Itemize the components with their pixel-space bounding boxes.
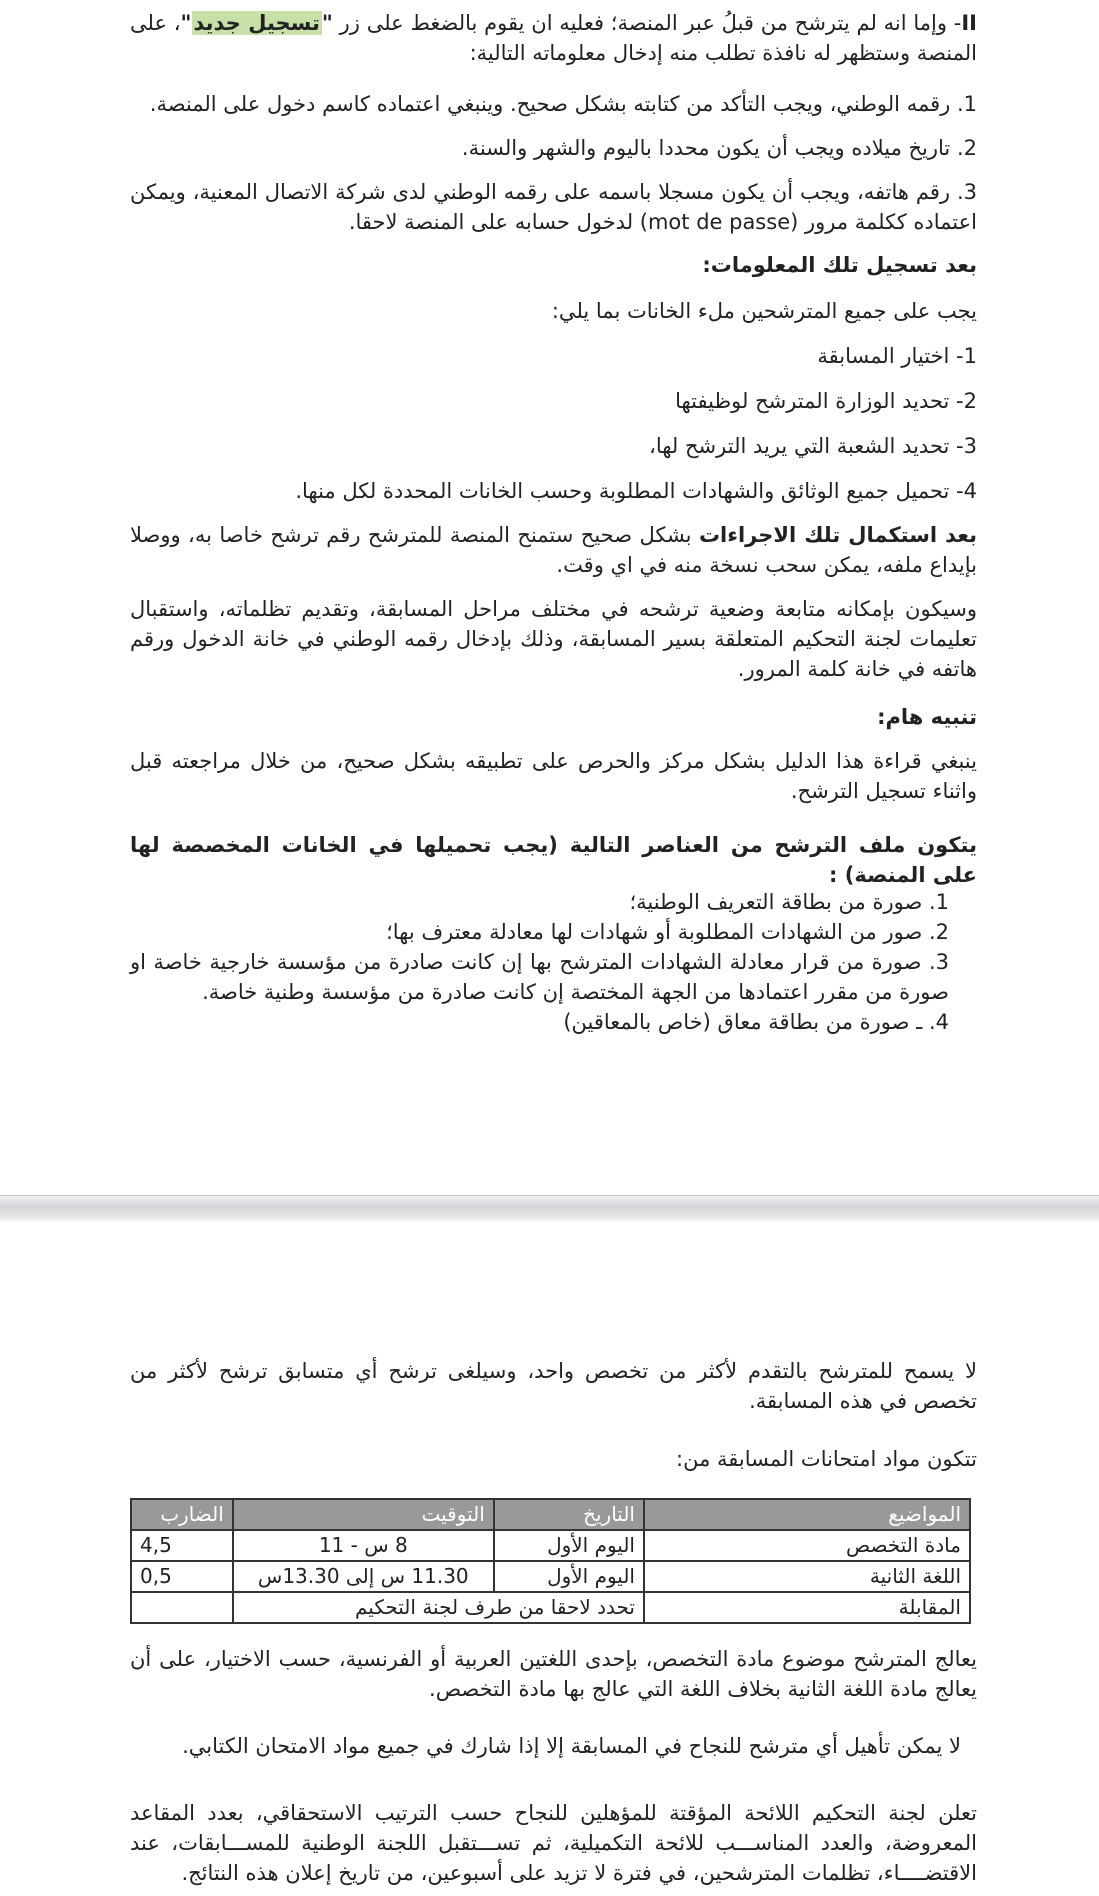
quote-open: " bbox=[321, 11, 333, 35]
fill-item-2: 2- تحديد الوزارة المترشح لوظيفتها bbox=[675, 389, 977, 413]
table-row bbox=[131, 1561, 970, 1592]
section-marker: II bbox=[961, 11, 977, 35]
step-3-tail: لدخول حسابه على المنصة لاحقا. bbox=[348, 210, 640, 234]
header-coefficient: الضارب bbox=[131, 1499, 233, 1530]
cell-subject: اللغة الثانية bbox=[644, 1561, 970, 1592]
fill-item-3: 3- تحديد الشعبة التي يريد الترشح لها، bbox=[649, 434, 977, 458]
new-registration-highlight: تسجيل جديد bbox=[193, 11, 320, 35]
intro-suffix: ، على المنصة وستظهر له نافذة تطلب منه إدخال معلوماته التالية: bbox=[130, 11, 977, 65]
single-specialty-rule: لا يسمح للمترشح بالتقدم لأكثر من تخصص واحد، وسيلغى ترشح أي متسابق ترشح لأكثر من تخصص في هذه المسابقة. bbox=[130, 1359, 977, 1413]
step-3-text: 3. رقم هاتفه، ويجب أن يكون مسجلا باسمه على رقمه الوطني لدى شركة الاتصال المعنية، ويمكن اعتماده ككلمة مرور bbox=[130, 180, 977, 234]
registration-step-3 bbox=[130, 177, 977, 237]
header-time: التوقيت bbox=[233, 1499, 494, 1530]
file-item-3: 3. صورة من قرار معادلة الشهادات المترشح بها إن كانت صادرة من مؤسسة خارجية خاصة او صورة من مقرر اعتمادها من الجهة المختصة إن كانت صادرة من مؤسسة وطنية خاصة. bbox=[130, 950, 949, 1004]
fill-item-1: 1- اختيار المسابقة bbox=[817, 344, 977, 368]
registration-step-2: 2. تاريخ ميلاده ويجب أن يكون محددا باليوم والشهر والسنة. bbox=[461, 136, 977, 160]
table-header-row bbox=[131, 1499, 970, 1530]
table-row bbox=[131, 1530, 970, 1561]
cell-coefficient-empty bbox=[131, 1592, 233, 1623]
file-item-4: 4. ـ صورة من بطاقة معاق (خاص بالمعاقين) bbox=[563, 1010, 949, 1034]
completion-paragraph bbox=[130, 520, 977, 580]
intro-prefix: - وإما انه لم يترشح من قبلُ عبر المنصة؛ فعليه ان يقوم بالضغط على زر bbox=[332, 11, 962, 35]
results-paragraph: تعلن لجنة التحكيم اللائحة المؤقتة للمؤهلين للنجاح حسب الترتيب الاستحقاقي، بعدد المقاعد المعروضة، والعدد المناســـب للائحة التكميلية، ثم تســـتقبل اللجنة الوطنية للمســـابقات، عند الاقتضــــاء، تظلمات المترشحين، في فترة لا تزيد على أسبوعين، من تاريخ إعلان هذه النتائج. bbox=[130, 1801, 977, 1885]
followup-paragraph: وسيكون بإمكانه متابعة وضعية ترشحه في مختلف مراحل المسابقة، وتقديم تظلماته، واستقبال تعليمات لجنة التحكيم المتعلقة بسير المسابقة، وذلك بإدخال رقمه الوطني في خانة الدخول ورقم هاتفه في خانة كلمة المرور. bbox=[130, 597, 977, 681]
exam-schedule-table bbox=[130, 1498, 971, 1624]
cell-interview-schedule: تحدد لاحقا من طرف لجنة التحكيم bbox=[233, 1592, 644, 1623]
quote-close: " bbox=[180, 11, 192, 35]
document-page-2 bbox=[0, 1222, 1099, 1896]
fill-fields-intro: يجب على جميع المترشحين ملء الخانات بما يلي: bbox=[551, 299, 977, 323]
language-rule-paragraph: يعالج المترشح موضوع مادة التخصص، بإحدى اللغتين العربية أو الفرنسية، حسب الاختيار، على أن يعالج مادة اللغة الثانية بخلاف اللغة التي عالج بها مادة التخصص. bbox=[130, 1647, 977, 1701]
intro-paragraph bbox=[130, 8, 977, 68]
cell-coefficient: 4,5 bbox=[131, 1530, 233, 1561]
cell-time: 8 س - 11 bbox=[233, 1530, 494, 1561]
cell-date: اليوم الأول bbox=[494, 1530, 644, 1561]
table-row bbox=[131, 1592, 970, 1623]
fill-item-4: 4- تحميل جميع الوثائق والشهادات المطلوبة وحسب الخانات المحددة لكل منها. bbox=[295, 479, 977, 503]
completion-lead: بعد استكمال تلك الاجراءات bbox=[698, 523, 978, 547]
password-term: (mot de passe) bbox=[639, 210, 799, 234]
notice-paragraph: ينبغي قراءة هذا الدليل بشكل مركز والحرص على تطبيقه بشكل صحيح، من خلال مراجعته قبل واثناء تسجيل الترشح. bbox=[130, 749, 977, 803]
cell-coefficient: 0,5 bbox=[131, 1561, 233, 1592]
candidate-file-heading: يتكون ملف الترشح من العناصر التالية (يجب تحميلها في الخانات المخصصة لها على المنصة) : bbox=[130, 833, 977, 887]
header-date: التاريخ bbox=[494, 1499, 644, 1530]
notice-heading: تنبيه هام: bbox=[877, 705, 977, 729]
file-item-2: 2. صور من الشهادات المطلوبة أو شهادات لها معادلة معترف بها؛ bbox=[386, 920, 949, 944]
cell-subject: المقابلة bbox=[644, 1592, 970, 1623]
exam-subjects-intro: تتكون مواد امتحانات المسابقة من: bbox=[676, 1447, 977, 1471]
after-registration-heading: بعد تسجيل تلك المعلومات: bbox=[702, 253, 977, 277]
cell-date: اليوم الأول bbox=[494, 1561, 644, 1592]
cell-subject: مادة التخصص bbox=[644, 1530, 970, 1561]
header-subjects: المواضيع bbox=[644, 1499, 970, 1530]
cell-time: 11.30 س إلى 13.30س bbox=[233, 1561, 494, 1592]
file-item-1: 1. صورة من بطاقة التعريف الوطنية؛ bbox=[629, 890, 949, 914]
page-separator bbox=[0, 1195, 1099, 1223]
completion-rest: بشكل صحيح ستمنح المنصة للمترشح رقم ترشح خاصا به، ووصلا بإيداع ملفه، يمكن سحب نسخة منه في اي وقت. bbox=[130, 523, 977, 577]
registration-step-1: 1. رقمه الوطني، ويجب التأكد من كتابته بشكل صحيح. وينبغي اعتماده كاسم دخول على المنصة. bbox=[149, 92, 977, 116]
eligibility-paragraph: لا يمكن تأهيل أي مترشح للنجاح في المسابقة إلا إذا شارك في جميع مواد الامتحان الكتابي. bbox=[182, 1734, 961, 1758]
